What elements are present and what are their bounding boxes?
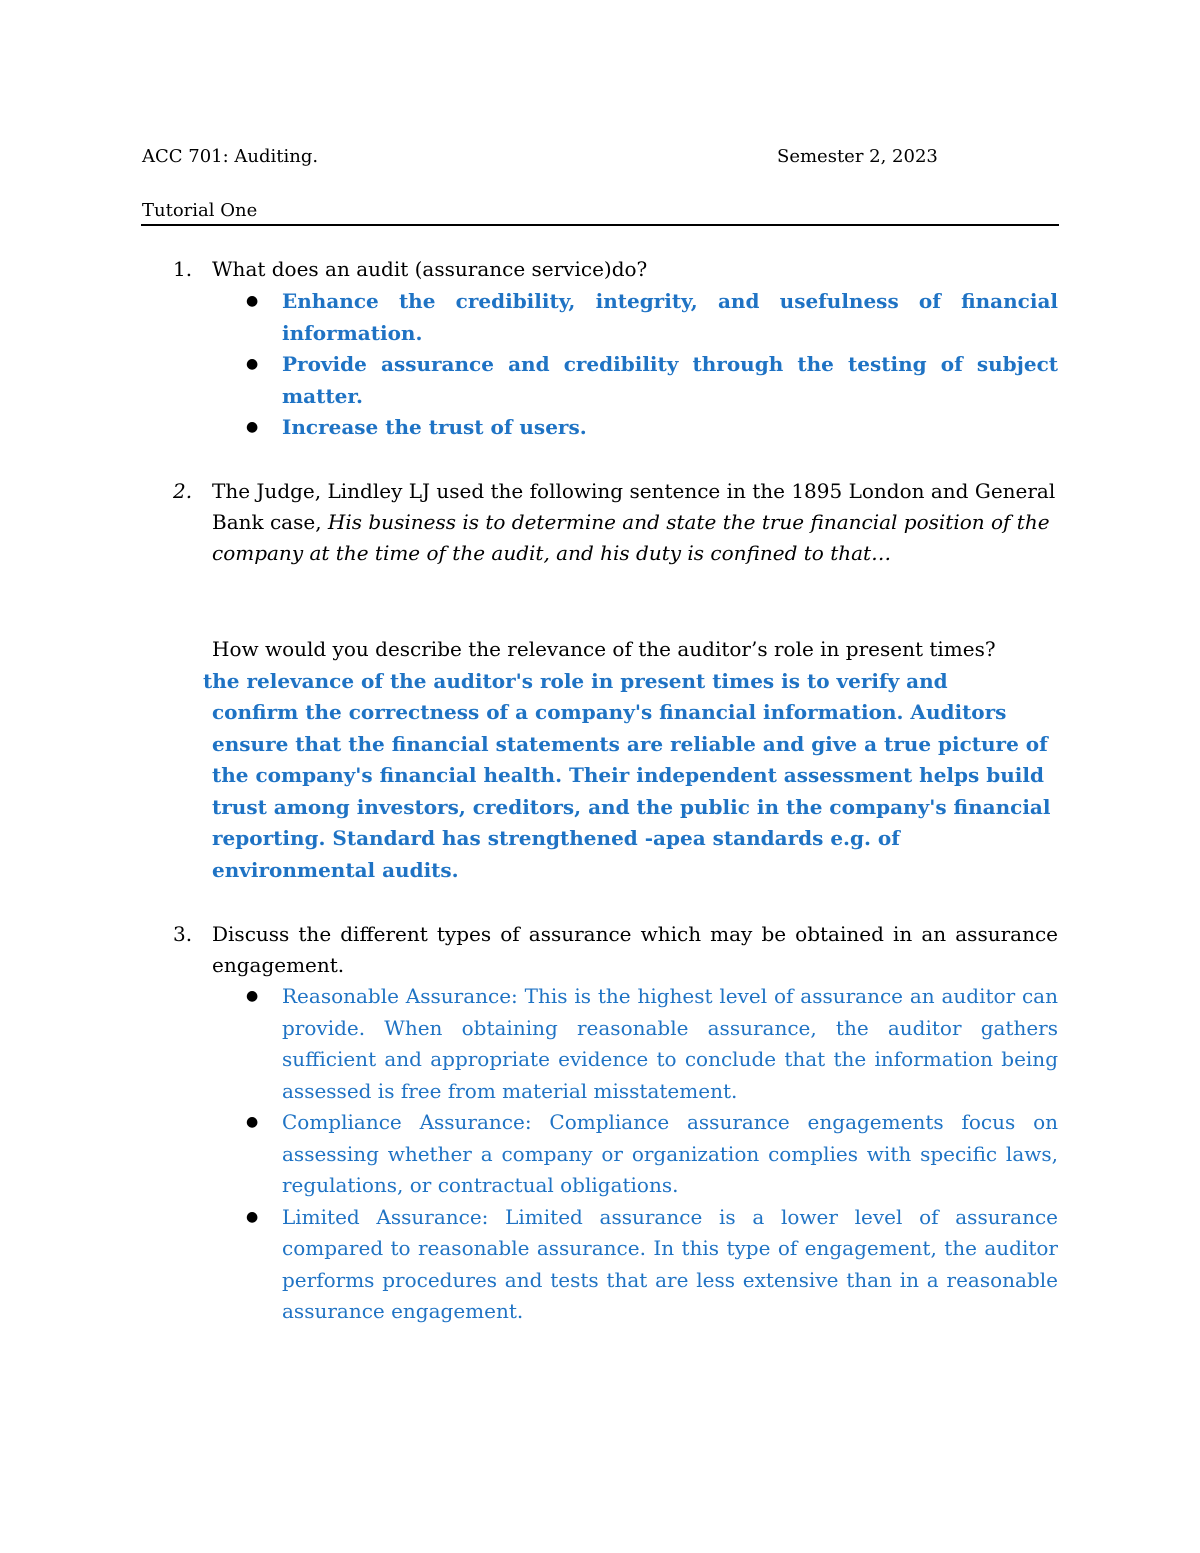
bullet-icon: ● xyxy=(246,1208,259,1225)
bullet-icon: ● xyxy=(246,419,259,435)
list-item: ● Enhance the credibility, integrity, and usefulness of financial information. xyxy=(240,286,1058,349)
list-item: ● Reasonable Assurance: This is the highest level of assurance an auditor can provide. When obtaining reasonable assurance, the auditor gathers sufficient and appropriate evidence to conclude that the information being assessed is free from material misstatement. xyxy=(240,981,1058,1107)
question-text: Discuss the different types of assurance which may be obtained in an assurance engagement. xyxy=(212,922,1058,977)
bullet-icon: ● xyxy=(246,988,259,1004)
question-2-prompt: How would you describe the relevance of the auditor’s role in present times? xyxy=(212,637,996,661)
bullet-icon: ● xyxy=(246,293,259,309)
tutorial-title: Tutorial One xyxy=(142,200,258,221)
question-text: What does an audit (assurance service)do? xyxy=(212,257,648,281)
list-item: ● Limited Assurance: Limited assurance is a lower level of assurance compared to reasonable assurance. In this type of engagement, the auditor performs procedures and tests that are less extensive than in a reasonable assurance engagement. xyxy=(240,1202,1058,1328)
answer-2-body: confirm the correctness of a company's financial information. Auditors ensure that the financial statements are reliable and give a true picture of the company's financial health. Their independent assessment helps build trust among investors, creditors, and the public in the company's financial reporting. Standard has strengthened -apea standards e.g. of environmental audits. xyxy=(212,700,1051,882)
answer-list-1 xyxy=(240,286,1058,444)
answer-list-3 xyxy=(240,981,1058,1328)
answer-2-first-line: the relevance of the auditor's role in present times is to verify and xyxy=(203,669,948,693)
question-number: 1. xyxy=(173,257,193,281)
header-rule xyxy=(141,224,1059,226)
list-item: ● Provide assurance and credibility through the testing of subject matter. xyxy=(240,349,1058,412)
question-number: 3. xyxy=(173,922,193,946)
case-quote: His business is to determine and state the true financial position of the company at the time of the audit, and his duty is confined to that… xyxy=(212,510,1050,565)
semester-label: Semester 2, 2023 xyxy=(777,146,938,167)
bullet-icon: ● xyxy=(246,1114,259,1130)
question-intro: The Judge, Lindley LJ used the following sentence in the 1895 London and General Bank case, xyxy=(212,479,1056,534)
list-item: ● Compliance Assurance: Compliance assurance engagements focus on assessing whether a company or organization complies with specific laws, regulations, or contractual obligations. xyxy=(240,1107,1058,1202)
question-number: 2. xyxy=(173,479,193,503)
course-title: ACC 701: Auditing. xyxy=(142,146,319,167)
bullet-icon: ● xyxy=(246,356,259,372)
list-item: ● Increase the trust of users. xyxy=(240,412,1058,444)
